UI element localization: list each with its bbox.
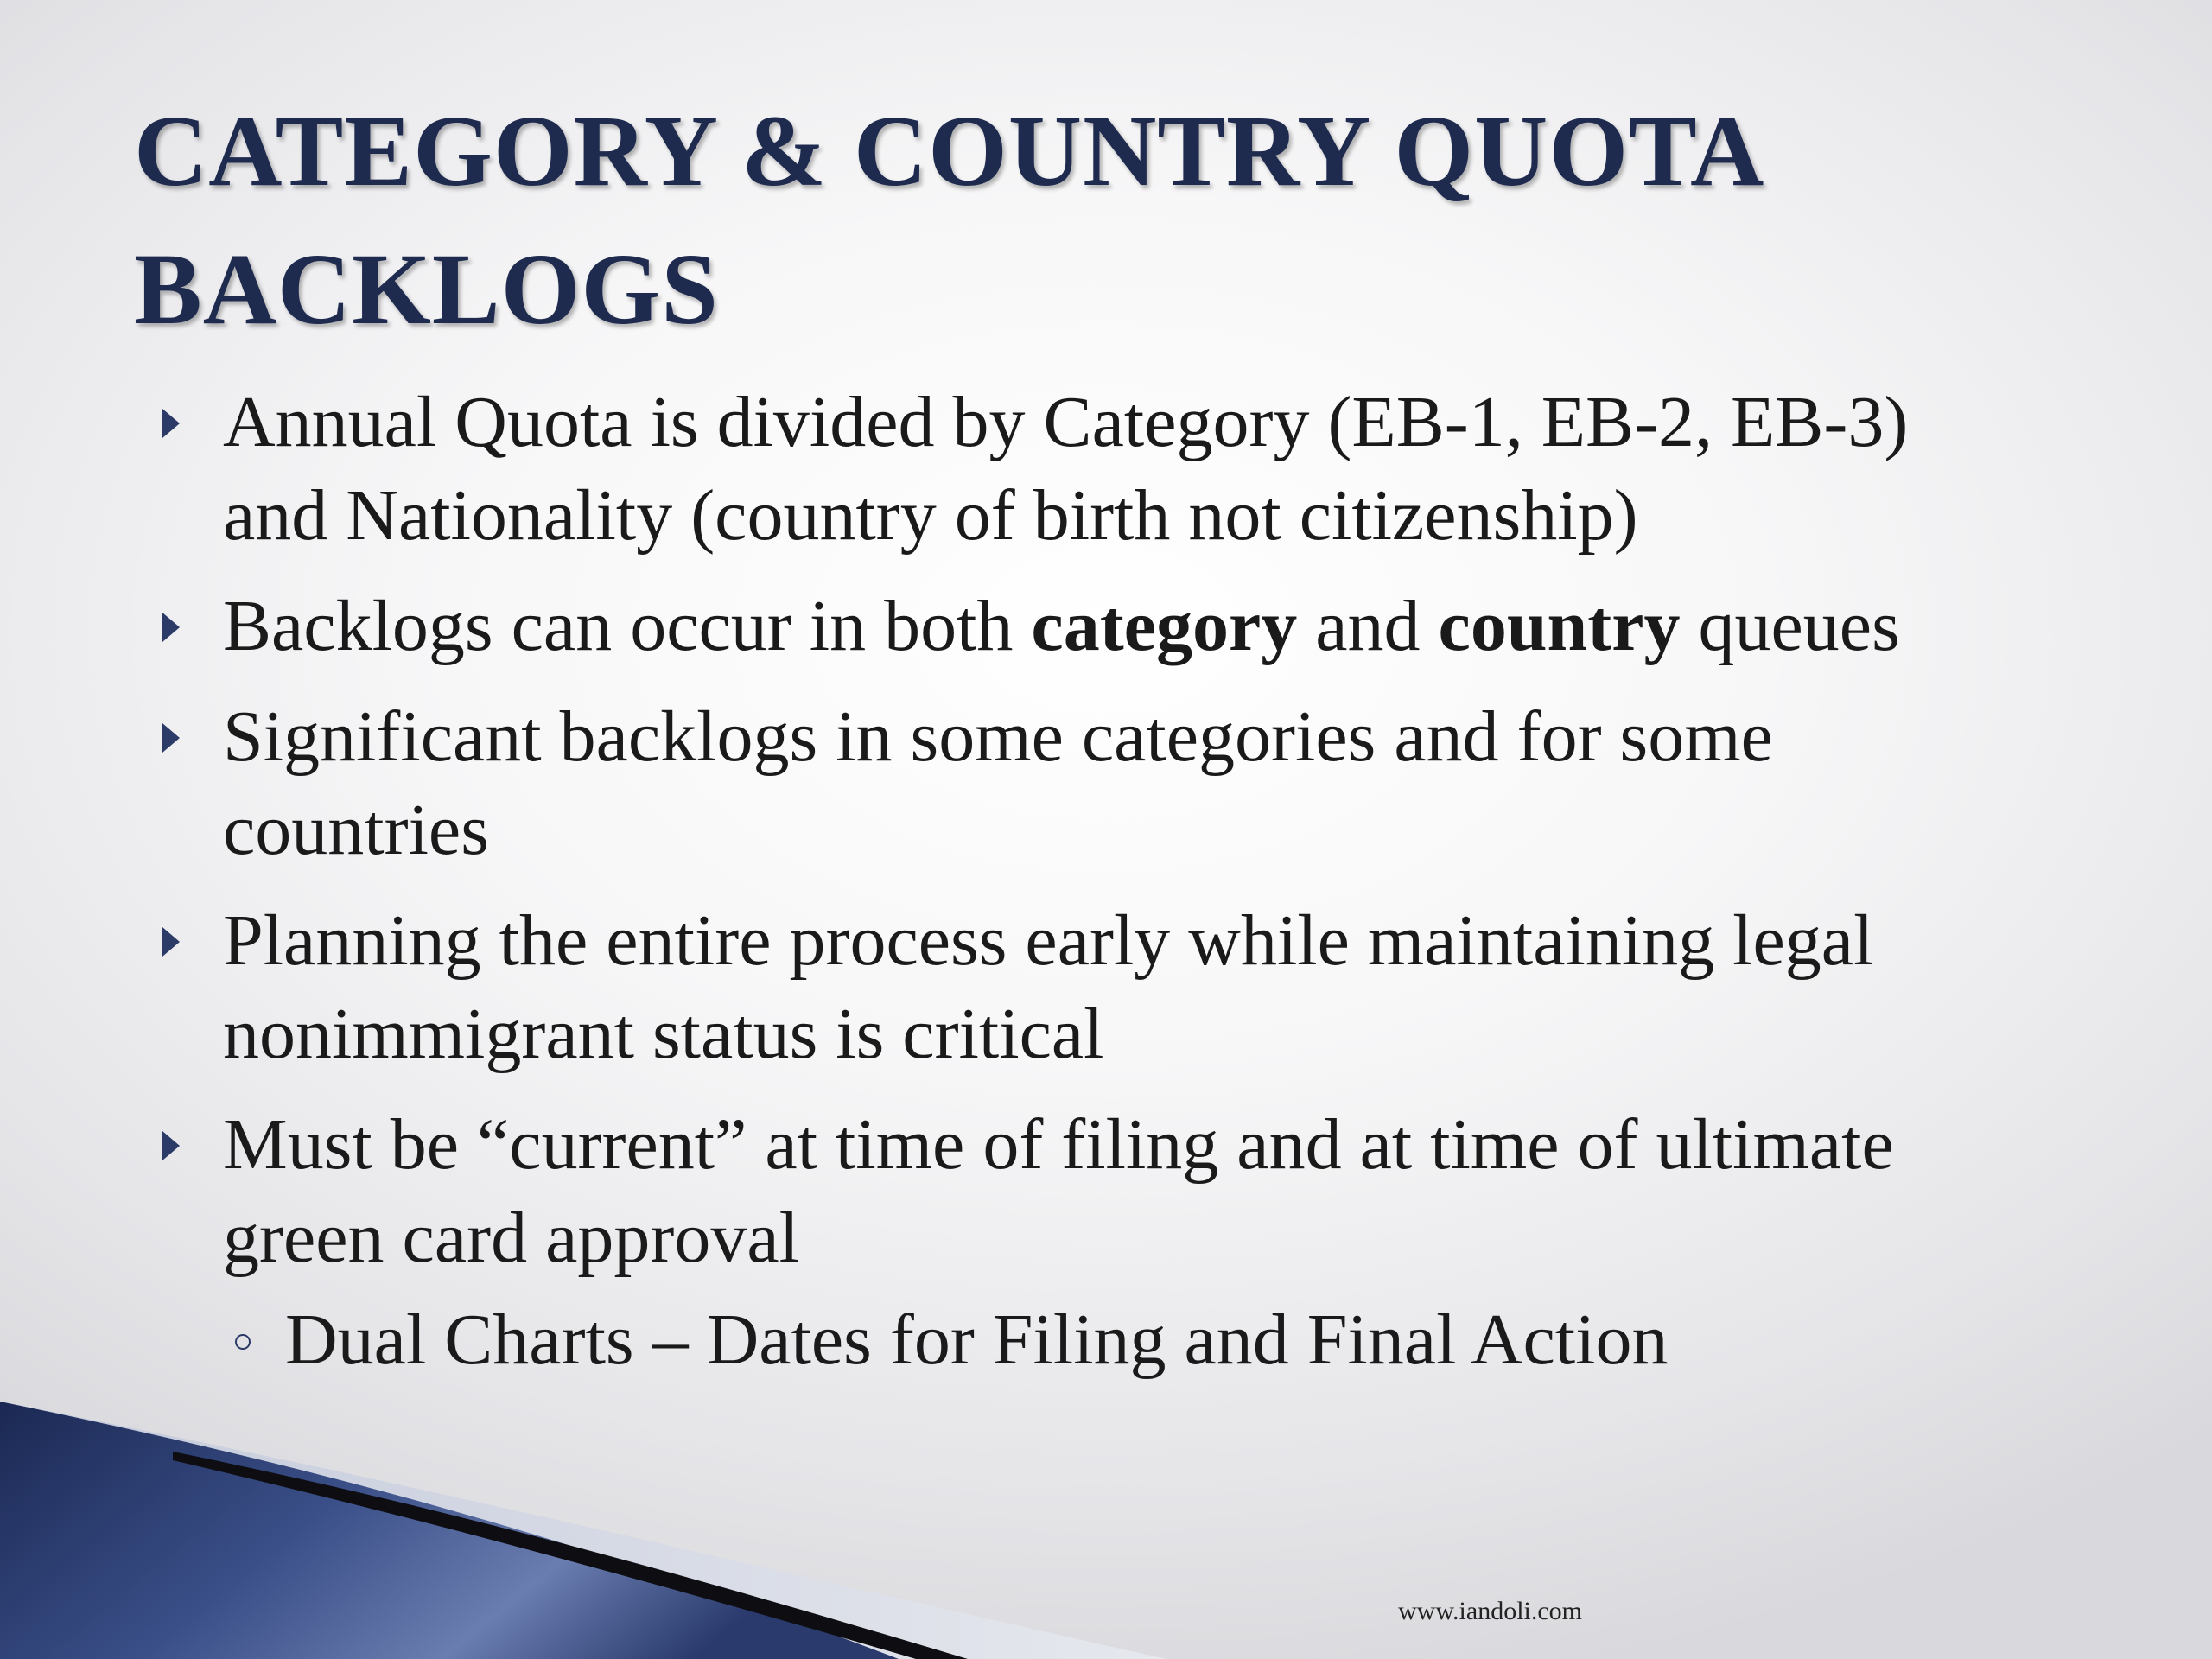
footer-url: www.iandoli.com: [1398, 1597, 1583, 1625]
bullet-bold-term-category: category: [1031, 586, 1298, 666]
bullet-text-part: Backlogs can occur in both: [223, 586, 1032, 666]
bullet-text-line-2: nonimmigrant status is critical: [223, 994, 1104, 1074]
bullet-text-line-2: and Nationality (country of birth not citizenship): [223, 475, 1638, 556]
right-triangle-arrow-icon: [162, 723, 180, 753]
bullet-text-line-1: Planning the entire process early while maintaining legal: [223, 900, 1874, 981]
sub-bullet-item: [156, 1294, 2100, 1387]
bullet-item: [156, 376, 2100, 563]
right-triangle-arrow-icon: [162, 409, 180, 438]
slide-title-line-2: BACKLOGS: [134, 232, 719, 346]
bullet-item: [156, 580, 2100, 673]
bullet-text-line-2: countries: [223, 790, 489, 870]
right-triangle-arrow-icon: [162, 927, 180, 957]
slide-title: [134, 82, 2121, 359]
bullet-text-part: queues: [1680, 586, 1900, 666]
bullet-item: [156, 894, 2100, 1081]
bullet-list: [156, 376, 2100, 1387]
slide-title-line-1: CATEGORY & COUNTRY QUOTA: [134, 94, 1765, 207]
right-triangle-arrow-icon: [162, 1131, 180, 1160]
bullet-item: [156, 690, 2100, 877]
right-triangle-arrow-icon: [162, 613, 180, 642]
sub-bullet-text: Dual Charts – Dates for Filing and Final Action: [285, 1300, 1669, 1380]
bullet-text-line-1: Must be “current” at time of filing and at time of ultimate: [223, 1104, 1894, 1185]
swoosh-blue-band: [0, 1402, 899, 1659]
bullet-bold-term-country: country: [1438, 586, 1681, 666]
bullet-text-part: and: [1297, 586, 1439, 666]
bullet-item: [156, 1098, 2100, 1285]
bullet-text-line-1: Significant backlogs in some categories and for some: [223, 696, 1773, 777]
bullet-text-line-1: Annual Quota is divided by Category (EB-1, EB-2, EB-3): [223, 382, 1909, 462]
hollow-circle-icon: [235, 1334, 251, 1350]
bullet-text-line-2: green card approval: [223, 1198, 799, 1278]
